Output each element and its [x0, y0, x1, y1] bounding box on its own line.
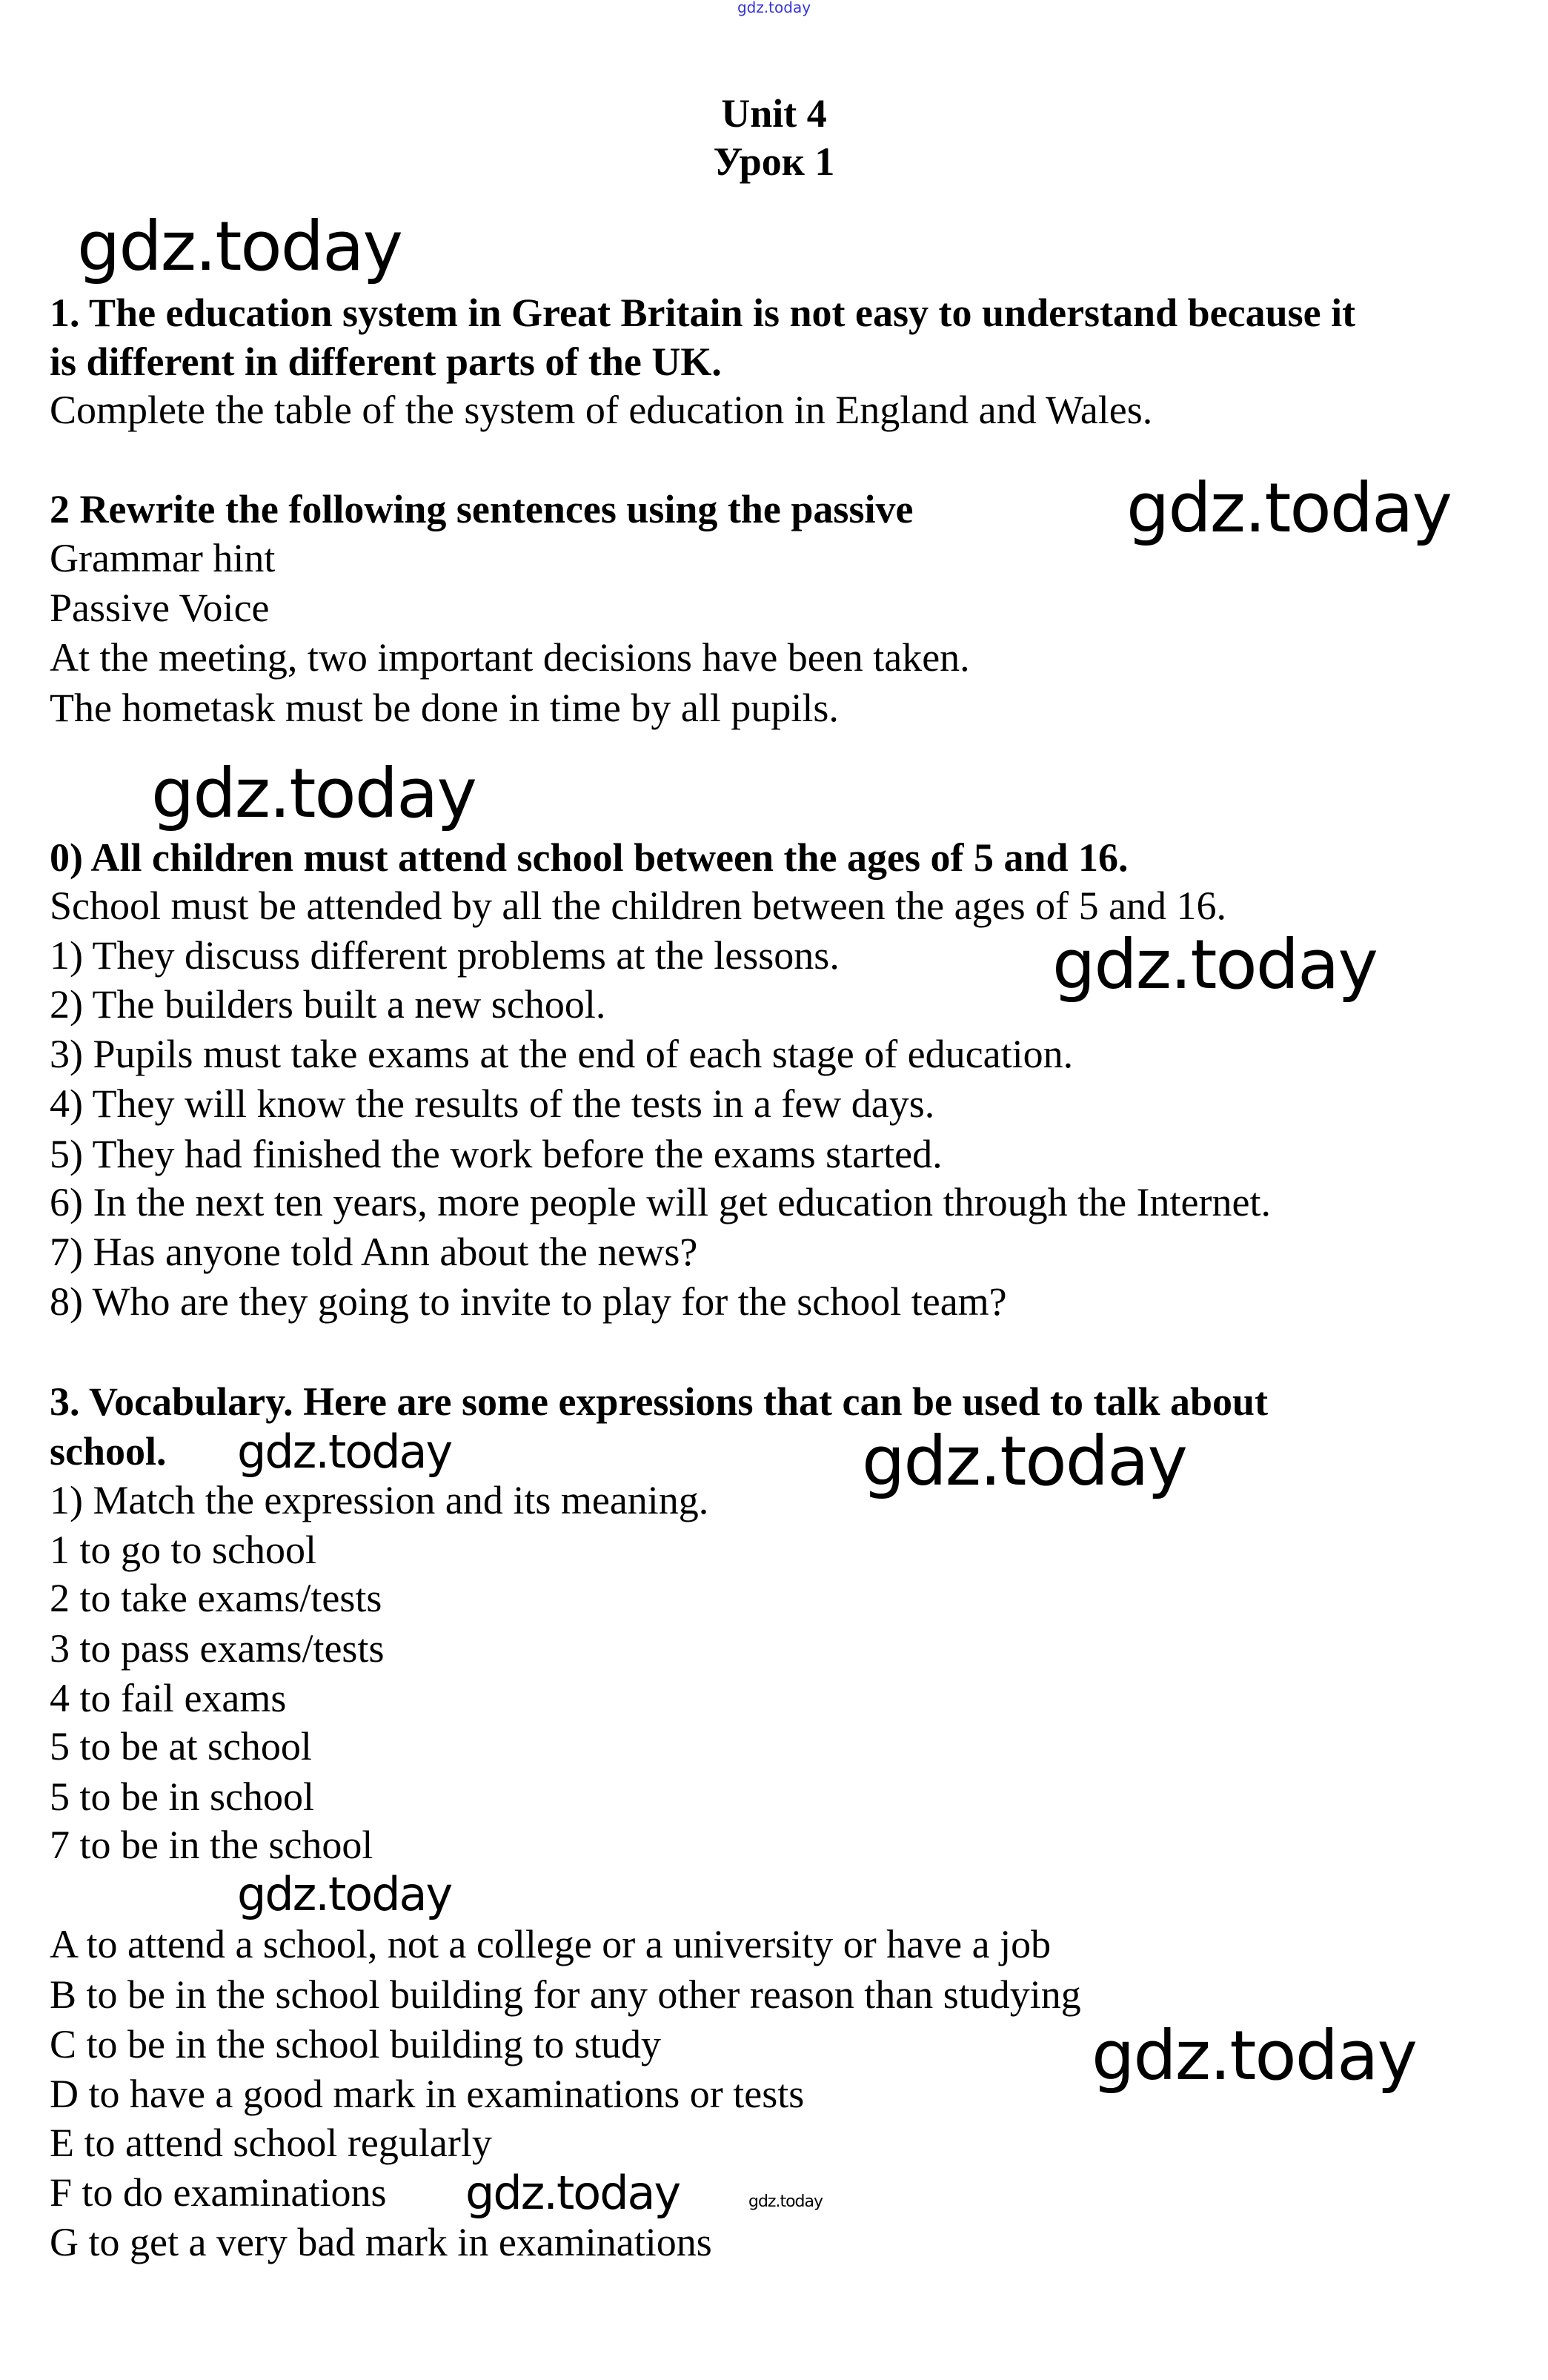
watermark: gdz.today — [1092, 2016, 1416, 2095]
sentence: 4) They will know the results of the tests in a few days. — [50, 1081, 935, 1126]
watermark: gdz.today — [862, 1422, 1186, 1501]
watermark: gdz.today — [748, 2192, 823, 2211]
example: At the meeting, two important decisions have been taken. — [50, 635, 970, 680]
watermark: gdz.today — [237, 1425, 452, 1479]
watermark: gdz.today — [151, 754, 476, 833]
task1-instruction: Complete the table of the system of education in England and Wales. — [50, 388, 1153, 432]
expression: 2 to take exams/tests — [50, 1576, 382, 1620]
meaning: D to have a good mark in examinations or tests — [50, 2072, 805, 2116]
task3-heading: 3. Vocabulary. Here are some expressions that can be used to talk about — [50, 1379, 1269, 1424]
meaning: A to attend a school, not a college or a university or have a job — [50, 1922, 1052, 1966]
unit-title: Unit 4 — [721, 91, 827, 136]
watermark: gdz.today — [1126, 468, 1451, 548]
task3-instruction: 1) Match the expression and its meaning. — [50, 1478, 709, 1522]
task3-heading: school. — [50, 1429, 167, 1474]
sample-sentence: 0) All children must attend school between the ages of 5 and 16. — [50, 835, 1129, 880]
meaning: E to attend school regularly — [50, 2121, 492, 2165]
expression: 7 to be in the school — [50, 1823, 373, 1867]
expression: 4 to fail exams — [50, 1676, 287, 1720]
sentence: 7) Has anyone told Ann about the news? — [50, 1230, 698, 1274]
task1-heading: 1. The education system in Great Britain is not easy to understand because it — [50, 291, 1356, 335]
lesson-title: Урок 1 — [713, 139, 835, 184]
example: The hometask must be done in time by all pupils. — [50, 686, 839, 730]
sentence: 6) In the next ten years, more people will get education through the Internet. — [50, 1180, 1271, 1224]
sample-answer: School must be attended by all the children between the ages of 5 and 16. — [50, 884, 1227, 928]
expression: 5 to be in school — [50, 1774, 314, 1819]
watermark: gdz.today — [1052, 925, 1377, 1004]
expression: 1 to go to school — [50, 1528, 316, 1572]
expression: 5 to be at school — [50, 1724, 312, 1769]
sentence: 8) Who are they going to invite to play for the school team? — [50, 1279, 1007, 1324]
task2-heading: 2 Rewrite the following sentences using the passive — [50, 487, 914, 531]
meaning: F to do examinations — [50, 2170, 387, 2215]
meaning: B to be in the school building for any other reason than studying — [50, 1972, 1081, 2017]
grammar-hint-topic: Passive Voice — [50, 586, 270, 630]
meaning: C to be in the school building to study — [50, 2022, 661, 2066]
sentence: 3) Pupils must take exams at the end of each stage of education. — [50, 1032, 1074, 1076]
watermark-top: gdz.today — [737, 0, 811, 16]
grammar-hint-title: Grammar hint — [50, 536, 276, 580]
expression: 3 to pass exams/tests — [50, 1626, 385, 1671]
meaning: G to get a very bad mark in examinations — [50, 2220, 712, 2264]
sentence: 5) They had finished the work before the exams started. — [50, 1132, 943, 1176]
sentence: 1) They discuss different problems at the lessons. — [50, 933, 840, 978]
watermark: gdz.today — [237, 1867, 452, 1921]
sentence: 2) The builders built a new school. — [50, 982, 606, 1027]
watermark: gdz.today — [465, 2166, 680, 2220]
task1-heading: is different in different parts of the UK. — [50, 339, 722, 384]
watermark: gdz.today — [77, 207, 402, 286]
